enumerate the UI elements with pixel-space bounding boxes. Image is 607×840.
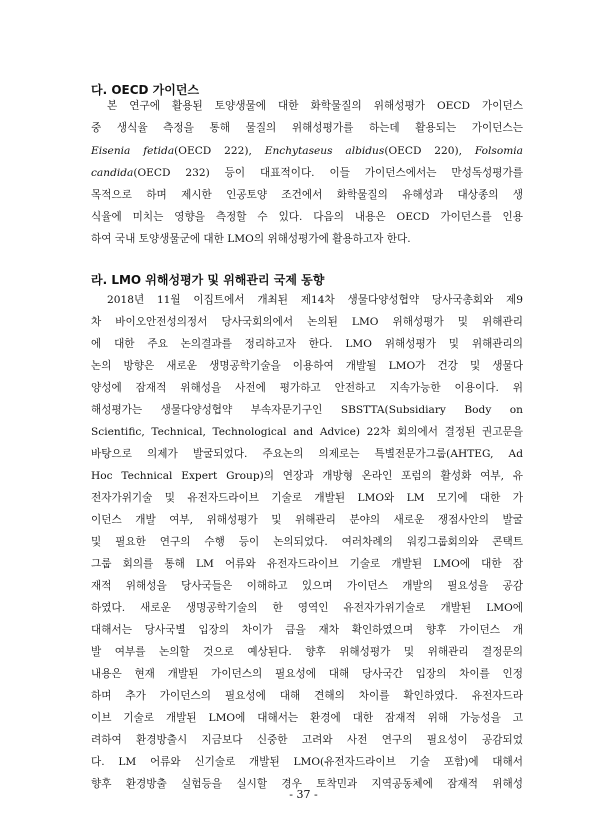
paragraph-line: 차 바이오안전성의정서 당사국회의에서 논의된 LMO 위해성평가 및 위해관리 — [91, 316, 523, 328]
paragraph-line: 본 연구에 활용된 토양생물에 대한 화학물질의 위해성평가 OECD 가이던스 — [107, 100, 523, 112]
paragraph-line: 논의 방향은 새로운 생명공학기술을 이용하여 개발될 LMO가 건강 및 생물다 — [91, 360, 523, 372]
paragraph-line: 및 필요한 연구의 수행 등이 논의되었다. 여러차례의 워킹그룹회의와 콘택트 — [91, 536, 523, 548]
paragraph-line: 하며 추가 가이던스의 필요성에 대해 견해의 차이를 확인하였다. 유전자드라 — [91, 690, 523, 702]
paragraph-line: Hoc Technical Expert Group)의 연장과 개방형 온라인 포럼의 활성화 여부, 유 — [91, 470, 523, 482]
paragraph-line: 하여 국내 토양생물군에 대한 LMO의 위해성평가에 활용하고자 한다. — [91, 233, 411, 245]
paragraph-line: 하였다. 새로운 생명공학기술의 한 영역인 유전자가위기술로 개발된 LMO에 — [91, 602, 523, 614]
paragraph-line: 발 여부를 논의할 것으로 예상된다. 향후 위해성평가 및 위해관리 결정문의 — [91, 646, 523, 658]
paragraph-line: 이브 기술로 개발된 LMO에 대해서는 환경에 대한 잠재적 위해 가능성을 고 — [91, 712, 523, 724]
paragraph-line: 다. LM 어류와 신기술로 개발된 LMO(유전자드라이브 기술 포함)에 대해서 — [91, 756, 523, 768]
paragraph-line: 내용은 현재 개발된 가이던스의 필요성에 대해 당사국간 입장의 차이를 인정 — [91, 668, 523, 680]
oecd-reference: (OECD 222), — [174, 145, 252, 157]
paragraph-line: Scientific, Technical, Technological and Advice) 22차 회의에서 결정된 권고문을 — [91, 426, 523, 438]
paragraph-line — [91, 166, 523, 180]
species-name: Eisenia fetida — [91, 145, 175, 157]
section-heading-international-trends: 라. LMO 위해성평가 및 위해관리 국제 동향 — [91, 273, 325, 287]
species-name: candida — [91, 167, 134, 179]
paragraph-line: 그룹 회의를 통해 LM 어류와 유전자드라이브 기술로 개발된 LMO에 대한 잠 — [91, 558, 523, 570]
paragraph-line: 이던스 개발 여부, 위해성평가 및 위해관리 분야의 새로운 쟁점사안의 발굴 — [91, 514, 523, 526]
paragraph-line: 바탕으로 의제가 발굴되었다. 주요논의 의제로는 특별전문가그룹(AHTEG, Ad — [91, 448, 523, 460]
oecd-reference: (OECD 220), — [384, 145, 463, 157]
paragraph-line: 식율에 미치는 영향을 측정할 수 있다. 다음의 내용은 OECD 가이던스를 인용 — [91, 211, 523, 223]
paragraph-line — [91, 144, 523, 158]
paragraph-line: 2018년 11월 이집트에서 개최된 제14차 생물다양성협약 당사국총회와 제9 — [107, 294, 523, 306]
paragraph-line: 양성에 잠재적 위해성을 사전에 평가하고 안전하고 지속가능한 이용이다. 위 — [91, 382, 523, 394]
paragraph-line: 해성평가는 생물다양성협약 부속자문기구인 SBSTTA(Subsidiary Body on — [91, 404, 523, 416]
species-name: Folsomia — [474, 145, 523, 157]
page-number: - 37 - — [289, 788, 318, 801]
paragraph-line: 중 생식율 측정을 통해 물질의 위해성평가를 하는데 활용되는 가이던스는 — [91, 122, 523, 134]
paragraph-line: 향후 환경방출 실험등을 실시할 경우 토착민과 지역공동체에 잠재적 위해성 — [91, 778, 523, 790]
paragraph-line: 재적 위해성을 당사국들은 이해하고 있으며 가이던스 개발의 필요성을 공감 — [91, 580, 523, 592]
paragraph-line: 려하여 환경방출시 지금보다 신중한 고려와 사전 연구의 필요성이 공감되었 — [91, 734, 523, 746]
text-run: (OECD 232) 등이 대표적이다. 이들 가이던스에서는 만성독성평가를 — [133, 167, 523, 179]
paragraph-line: 대해서는 당사국별 입장의 차이가 큼을 재차 확인하였으며 향후 가이던스 개 — [91, 624, 523, 636]
paragraph-line: 목적으로 하며 제시한 인공토양 조건에서 화학물질의 유해성과 대상종의 생 — [91, 189, 523, 201]
paragraph-line: 에 대한 주요 논의결과를 정리하고자 한다. LMO 위해성평가 및 위해관리의 — [91, 338, 523, 350]
section-heading-oecd-guidance: 다. OECD 가이던스 — [91, 83, 200, 97]
species-name: Enchytaseus albidus — [264, 145, 385, 157]
paragraph-line: 전자가위기술 및 유전자드라이브 기술로 개발된 LMO와 LM 모기에 대한 가 — [91, 492, 523, 504]
